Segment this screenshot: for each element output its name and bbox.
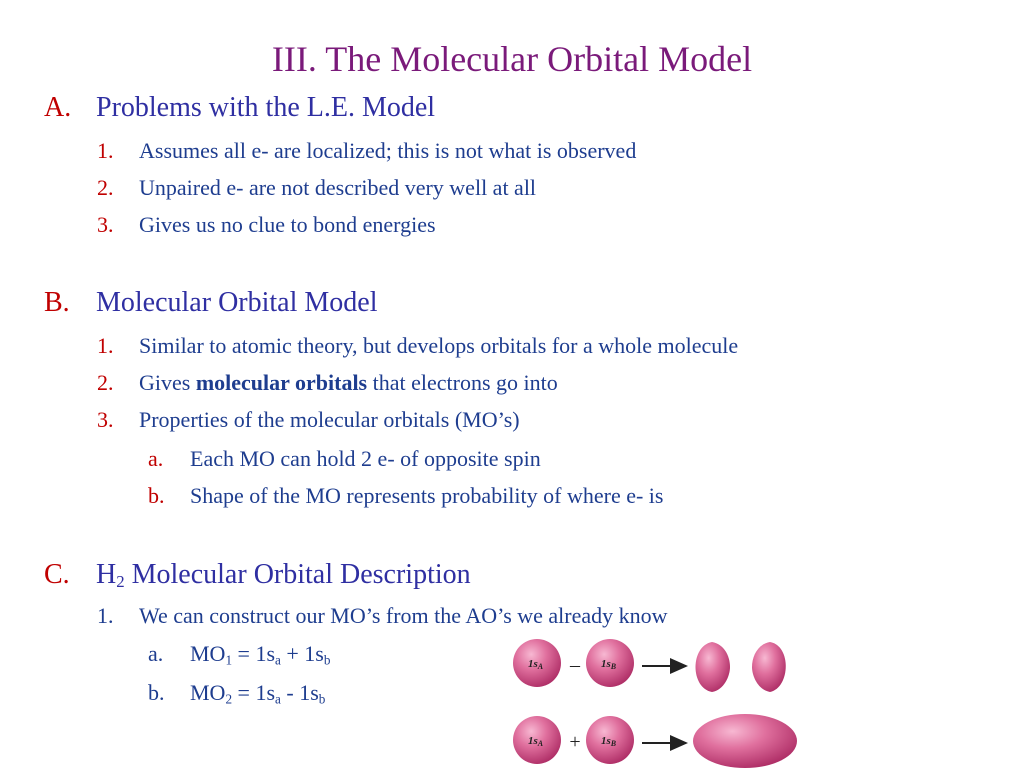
section-a-letter: A.: [44, 92, 72, 123]
mo1-sub-a: a: [275, 652, 281, 668]
mo2-op: - 1s: [280, 680, 319, 705]
mo1-sub: 1: [225, 652, 233, 668]
section-a-heading: Problems with the L.E. Model: [96, 92, 436, 123]
diagram-row-1: [513, 639, 786, 692]
section-b-subitem-a-letter: a.: [148, 446, 164, 471]
section-c-heading-rest: Molecular Orbital Description: [124, 559, 471, 590]
label-1sb-row2: 1sB: [601, 735, 617, 748]
section-b-item-2-num: 2.: [97, 370, 114, 395]
section-a-item-3: Gives us no clue to bond energies: [139, 212, 436, 237]
antibonding-lobe-left: [696, 642, 731, 692]
section-c-subitem-a-letter: a.: [148, 641, 164, 666]
section-b-item-3-num: 3.: [97, 407, 114, 432]
section-a-item-3-num: 3.: [97, 212, 114, 237]
mo2-sub-b: b: [318, 691, 326, 707]
mo1-eq: = 1s: [232, 641, 276, 666]
section-b-item-2-pre: Gives: [139, 370, 196, 395]
section-b-item-2-post: that electrons go into: [367, 370, 558, 395]
label-1sa-row1: 1sA: [528, 658, 544, 671]
section-b-item-1: Similar to atomic theory, but develops orbitals for a whole molecule: [139, 333, 739, 358]
section-b-subitem-b: Shape of the MO represents probability of where e- is: [190, 483, 664, 508]
diagram-row-2: [513, 714, 797, 768]
section-b-item-1-num: 1.: [97, 333, 114, 358]
h2-subscript: 2: [116, 572, 125, 592]
section-a-item-1-num: 1.: [97, 138, 114, 163]
slide-title: III. The Molecular Orbital Model: [271, 39, 753, 79]
mo1-label: MO: [190, 641, 226, 666]
section-b-heading: Molecular Orbital Model: [96, 287, 378, 318]
label-1sb-row1: 1sB: [601, 658, 617, 671]
bonding-orbital: [693, 714, 797, 768]
mo2-sub: 2: [225, 691, 233, 707]
section-c-subitem-b-letter: b.: [148, 680, 165, 705]
mo2-label: MO: [190, 680, 226, 705]
section-b-subitem-a: Each MO can hold 2 e- of opposite spin: [190, 446, 541, 471]
section-a-item-1: Assumes all e- are localized; this is not what is observed: [139, 138, 637, 163]
section-a-item-2: Unpaired e- are not described very well at all: [139, 175, 537, 200]
h2-symbol: H: [96, 559, 117, 590]
section-b-subitem-b-letter: b.: [148, 483, 165, 508]
section-b-letter: B.: [44, 287, 70, 318]
section-c-item-1: We can construct our MO’s from the AO’s we already know: [139, 603, 668, 628]
antibonding-lobe-right: [752, 642, 786, 692]
label-1sa-row2: 1sA: [528, 735, 544, 748]
plus-operator: +: [569, 731, 581, 753]
mo1-sub-b: b: [323, 652, 331, 668]
section-a-item-2-num: 2.: [97, 175, 114, 200]
section-c-letter: C.: [44, 559, 70, 590]
molecular-orbitals-term: molecular orbitals: [195, 370, 368, 395]
section-c-item-1-num: 1.: [97, 603, 114, 628]
mo2-eq: = 1s: [232, 680, 276, 705]
mo1-op: + 1s: [280, 641, 324, 666]
minus-operator: –: [570, 654, 580, 676]
section-b-item-3: Properties of the molecular orbitals (MO’s): [139, 407, 520, 432]
mo2-sub-a: a: [275, 691, 281, 707]
